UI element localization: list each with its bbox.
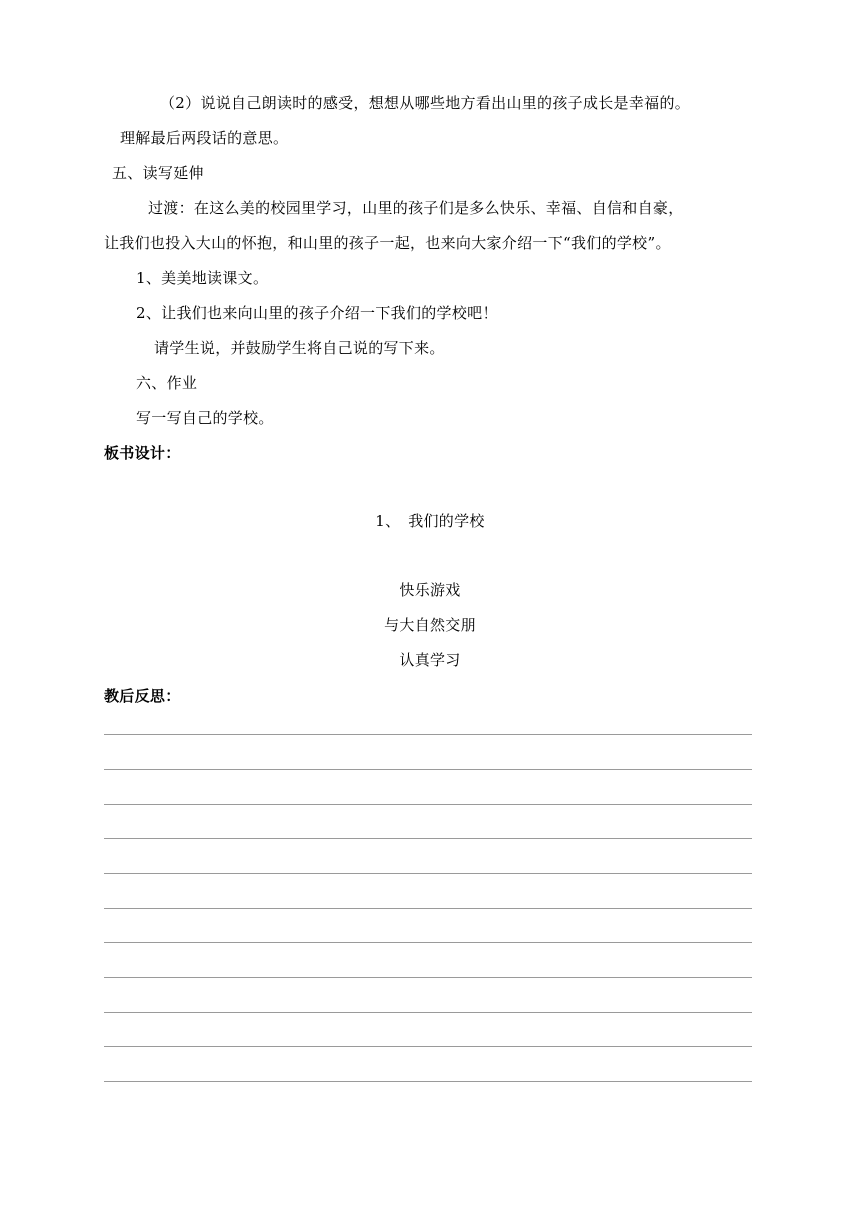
writing-line (104, 1046, 752, 1047)
writing-line (104, 873, 752, 874)
paragraph-transition-2: 让我们也投入大山的怀抱，和山里的孩子一起，也来向大家介绍一下“我们的学校”。 (104, 234, 671, 252)
writing-line (104, 977, 752, 978)
paragraph-understand-meaning: 理解最后两段话的意思。 (120, 129, 289, 147)
section-heading-homework: 六、作业 (136, 374, 198, 392)
list-item-read-text: 1、美美地读课文。 (136, 269, 269, 287)
writing-line (104, 1012, 752, 1013)
paragraph-student-say: 请学生说，并鼓励学生将自己说的写下来。 (154, 339, 445, 357)
writing-line (104, 804, 752, 805)
board-design-title: 1、 我们的学校 (375, 512, 485, 530)
board-item-play: 快乐游戏 (399, 581, 461, 599)
writing-line (104, 1081, 752, 1082)
paragraph-homework-task: 写一写自己的学校。 (136, 409, 274, 427)
writing-line (104, 838, 752, 839)
board-design-heading: 板书设计： (104, 444, 181, 462)
section-heading-read-write: 五、读写延伸 (112, 164, 204, 182)
board-item-study: 认真学习 (399, 651, 461, 669)
paragraph-transition-1: 过渡：在这么美的校园里学习，山里的孩子们是多么快乐、幸福、自信和自豪， (148, 199, 684, 217)
writing-line (104, 769, 752, 770)
reflection-heading: 教后反思： (104, 687, 181, 705)
list-item-introduce-school: 2、让我们也来向山里的孩子介绍一下我们的学校吧！ (136, 304, 498, 322)
board-item-nature: 与大自然交朋 (384, 616, 476, 634)
writing-line (104, 908, 752, 909)
writing-line (104, 942, 752, 943)
paragraph-feeling-question: （2）说说自己朗读时的感受，想想从哪些地方看出山里的孩子成长是幸福的。 (160, 94, 691, 112)
writing-line (104, 734, 752, 735)
